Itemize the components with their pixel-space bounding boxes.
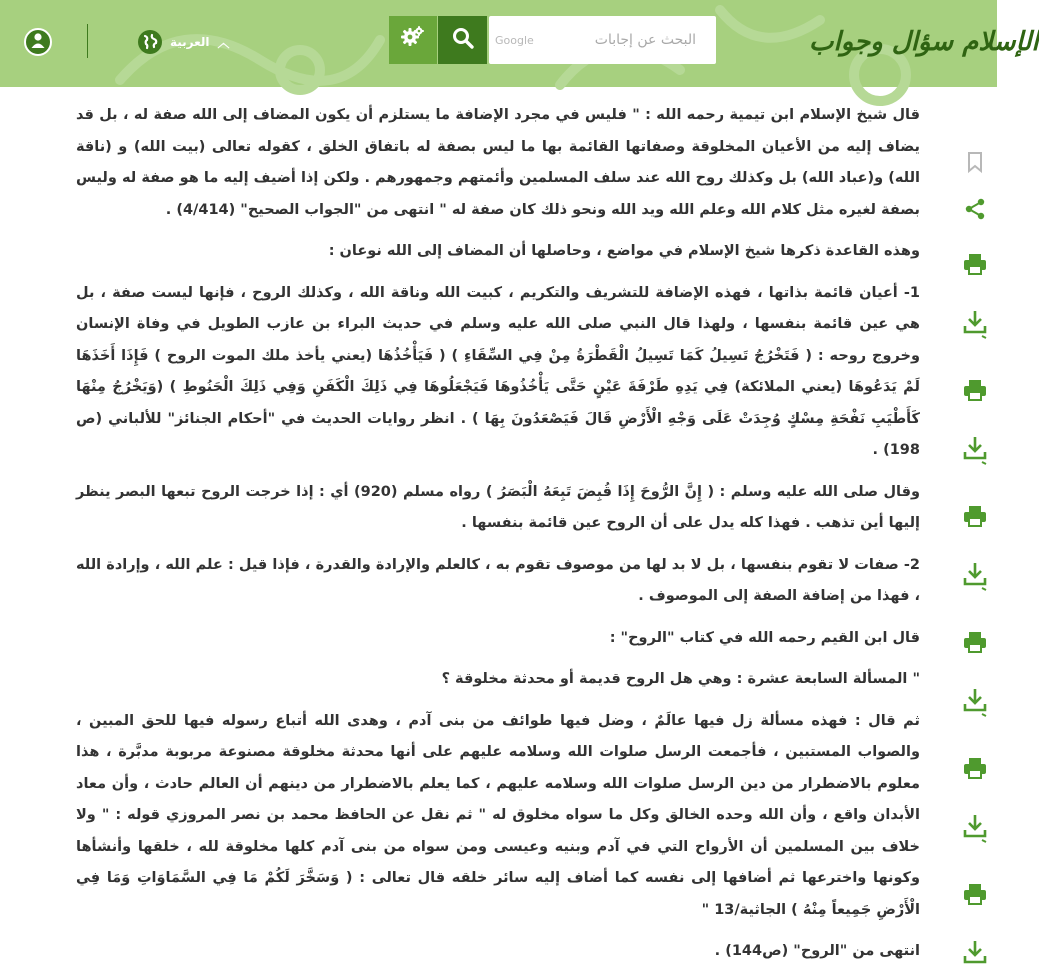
download-button[interactable] <box>955 936 995 976</box>
answer-article <box>76 100 920 978</box>
print-button[interactable] <box>955 372 995 412</box>
article-paragraph: 1- أعيان قائمة بذاتها ، فهذه الإضافة للتشريف والتكريم ، كبيت الله وناقة الله ، وكذلك الروح ، فإنها ليست صفة ، بل هي عين قائمة بنفسها ، ولهذا قال النبي صلى الله عليه وسلم في حديث البراء بن عازب الطويل في وفاة الإنسان وخروج روحه : ( فَتَخْرُجُ تَسِيلُ كَمَا تَسِيلُ الْقَطْرَةُ مِنْ فِي السِّقَاءِ ) ( فَيَأْخُذُهَا (يعني يأخذ ملك الموت الروح ) فَإِذَا أَخَذَهَا لَمْ يَدَعُوهَا (يعني الملائكة) فِي يَدِهِ طَرْفَةَ عَيْنٍ حَتَّى يَأْخُذُوهَا فَيَجْعَلُوهَا فِي ذَلِكَ الْكَفَنِ وَفِي ذَلِكَ الْحَنُوطِ ) (وَيَخْرُجُ مِنْهَا كَأَطْيَبِ نَفْحَةِ مِسْكٍ وُجِدَتْ عَلَى وَجْهِ الْأَرْضِ قَالَ فَيَصْعَدُونَ بِهَا ) . انظر روايات الحديث في "أحكام الجنائز" للألباني (ص 198) . <box>76 284 920 458</box>
print-icon <box>962 378 988 406</box>
download-icon <box>962 687 988 721</box>
site-logo[interactable] <box>809 18 1039 66</box>
bookmark-icon <box>966 151 984 177</box>
article-paragraph: 2- صفات لا تقوم بنفسها ، بل لا بد لها من موصوف تقوم به ، كالعلم والإرادة والقدرة ، فإذا قيل : علم الله ، وإرادة الله ، فهذا من إضافة الصفة إلى الموصوف . <box>76 556 920 604</box>
site-header <box>0 0 1039 87</box>
download-button[interactable] <box>955 810 995 850</box>
bookmark-button[interactable] <box>955 144 995 184</box>
search-icon <box>452 27 474 53</box>
download-button[interactable] <box>955 558 995 598</box>
download-icon <box>962 435 988 469</box>
user-account-button[interactable] <box>24 28 52 56</box>
search-settings-button[interactable] <box>389 16 437 64</box>
language-switcher[interactable] <box>138 30 234 54</box>
search-input[interactable] <box>566 32 696 48</box>
download-icon <box>962 561 988 595</box>
print-icon <box>962 504 988 532</box>
print-icon <box>962 756 988 784</box>
print-icon <box>962 630 988 658</box>
print-button[interactable] <box>955 876 995 916</box>
user-icon <box>29 31 47 53</box>
logo-text: الإسلام سؤال وجواب <box>809 27 1039 57</box>
download-button[interactable] <box>955 432 995 472</box>
share-icon <box>963 197 987 225</box>
article-paragraph: وقال صلى الله عليه وسلم : ( إِنَّ الرُّوحَ إِذَا قُبِضَ تَبِعَهُ الْبَصَرُ ) رواه مسلم (920) أي : إذا خرجت الروح تبعها البصر ينظر إليها أين تذهب . فهذا كله يدل على أن الروح عين قائمة بنفسها . <box>76 483 920 531</box>
settings-icon <box>400 25 426 55</box>
article-paragraph: قال ابن القيم رحمه الله في كتاب "الروح" : <box>609 629 920 646</box>
print-button[interactable] <box>955 498 995 538</box>
article-paragraph: قال شيخ الإسلام ابن تيمية رحمه الله : " فليس في مجرد الإضافة ما يستلزم أن يكون المضاف إلى الله صفة له ، بل قد يضاف إليه من الأعيان المخلوقة وصفاتها القائمة بها ما ليس بصفة له باتفاق الخلق ، كقوله تعالى (بيت الله) و (ناقة الله) و(عباد الله) بل وكذلك روح الله عند سلف المسلمين وأئمتهم وجمهورهم . ولكن إذا أضيف إليه ما هو صفة له وليس بصفة لغيره مثل كلام الله وعلم الله ويد الله ونحو ذلك كان صفة له " انتهى من "الجواب الصحيح" (4/414) . <box>76 107 920 218</box>
download-icon <box>962 309 988 343</box>
share-button[interactable] <box>955 191 995 231</box>
print-icon <box>962 882 988 910</box>
search-box <box>489 16 716 64</box>
header-divider <box>87 24 88 58</box>
article-paragraph: انتهى من "الروح" (ص144) . <box>714 943 920 959</box>
google-provider-label: Google <box>495 33 534 47</box>
print-button[interactable] <box>955 750 995 790</box>
print-button[interactable] <box>955 246 995 286</box>
globe-icon <box>138 30 162 54</box>
article-paragraph: ثم قال : فهذه مسألة زل فيها عالَمٌ ، وضل فيها طوائف من بنى آدم ، وهدى الله أتباع رسوله فيها للحق المبين ، والصواب المستبين ، فأجمعت الرسل صلوات الله وسلامه عليهم على أنها محدثة مخلوقة مصنوعة مربوبة مدبَّرة ، هذا معلوم بالاضطرار من دين الرسل صلوات الله وسلامه عليهم ، كما يعلم بالاضطرار من دينهم أن العالم حادث ، وأن معاد الأبدان واقع ، وأن الله وحده الخالق وكل ما سواه مخلوق له " ثم نقل عن الحافظ محمد بن نصر المروزي قوله : " ولا خلاف بين المسلمين أن الأرواح التي في آدم وبنيه وعيسى ومن سواه من بنى آدم كلها مخلوقة لله ، خلقها وأنشأها وكونها واخترعها ثم أضافها إلى نفسه كما أضاف إليه سائر خلقه قال تعالى : ( وَسَخَّرَ لَكُمْ مَا فِي السَّمَاوَاتِ وَمَا فِي الْأَرْضِ جَمِيعاً مِنْهُ ) الجاثية/13 " <box>76 712 920 918</box>
download-icon <box>962 813 988 847</box>
download-button[interactable] <box>955 306 995 346</box>
print-button[interactable] <box>955 624 995 664</box>
article-paragraph: " المسألة السابعة عشرة : وهي هل الروح قديمة أو محدثة مخلوقة ؟ <box>441 671 920 687</box>
search-button[interactable] <box>438 16 487 64</box>
download-button[interactable] <box>955 684 995 724</box>
download-icon <box>962 939 988 973</box>
chevron-up-icon: ︿ <box>217 35 230 50</box>
print-icon <box>962 252 988 280</box>
language-label: العربية <box>170 35 210 49</box>
article-paragraph: وهذه القاعدة ذكرها شيخ الإسلام في مواضع ، وحاصلها أن المضاف إلى الله نوعان : <box>328 243 920 259</box>
